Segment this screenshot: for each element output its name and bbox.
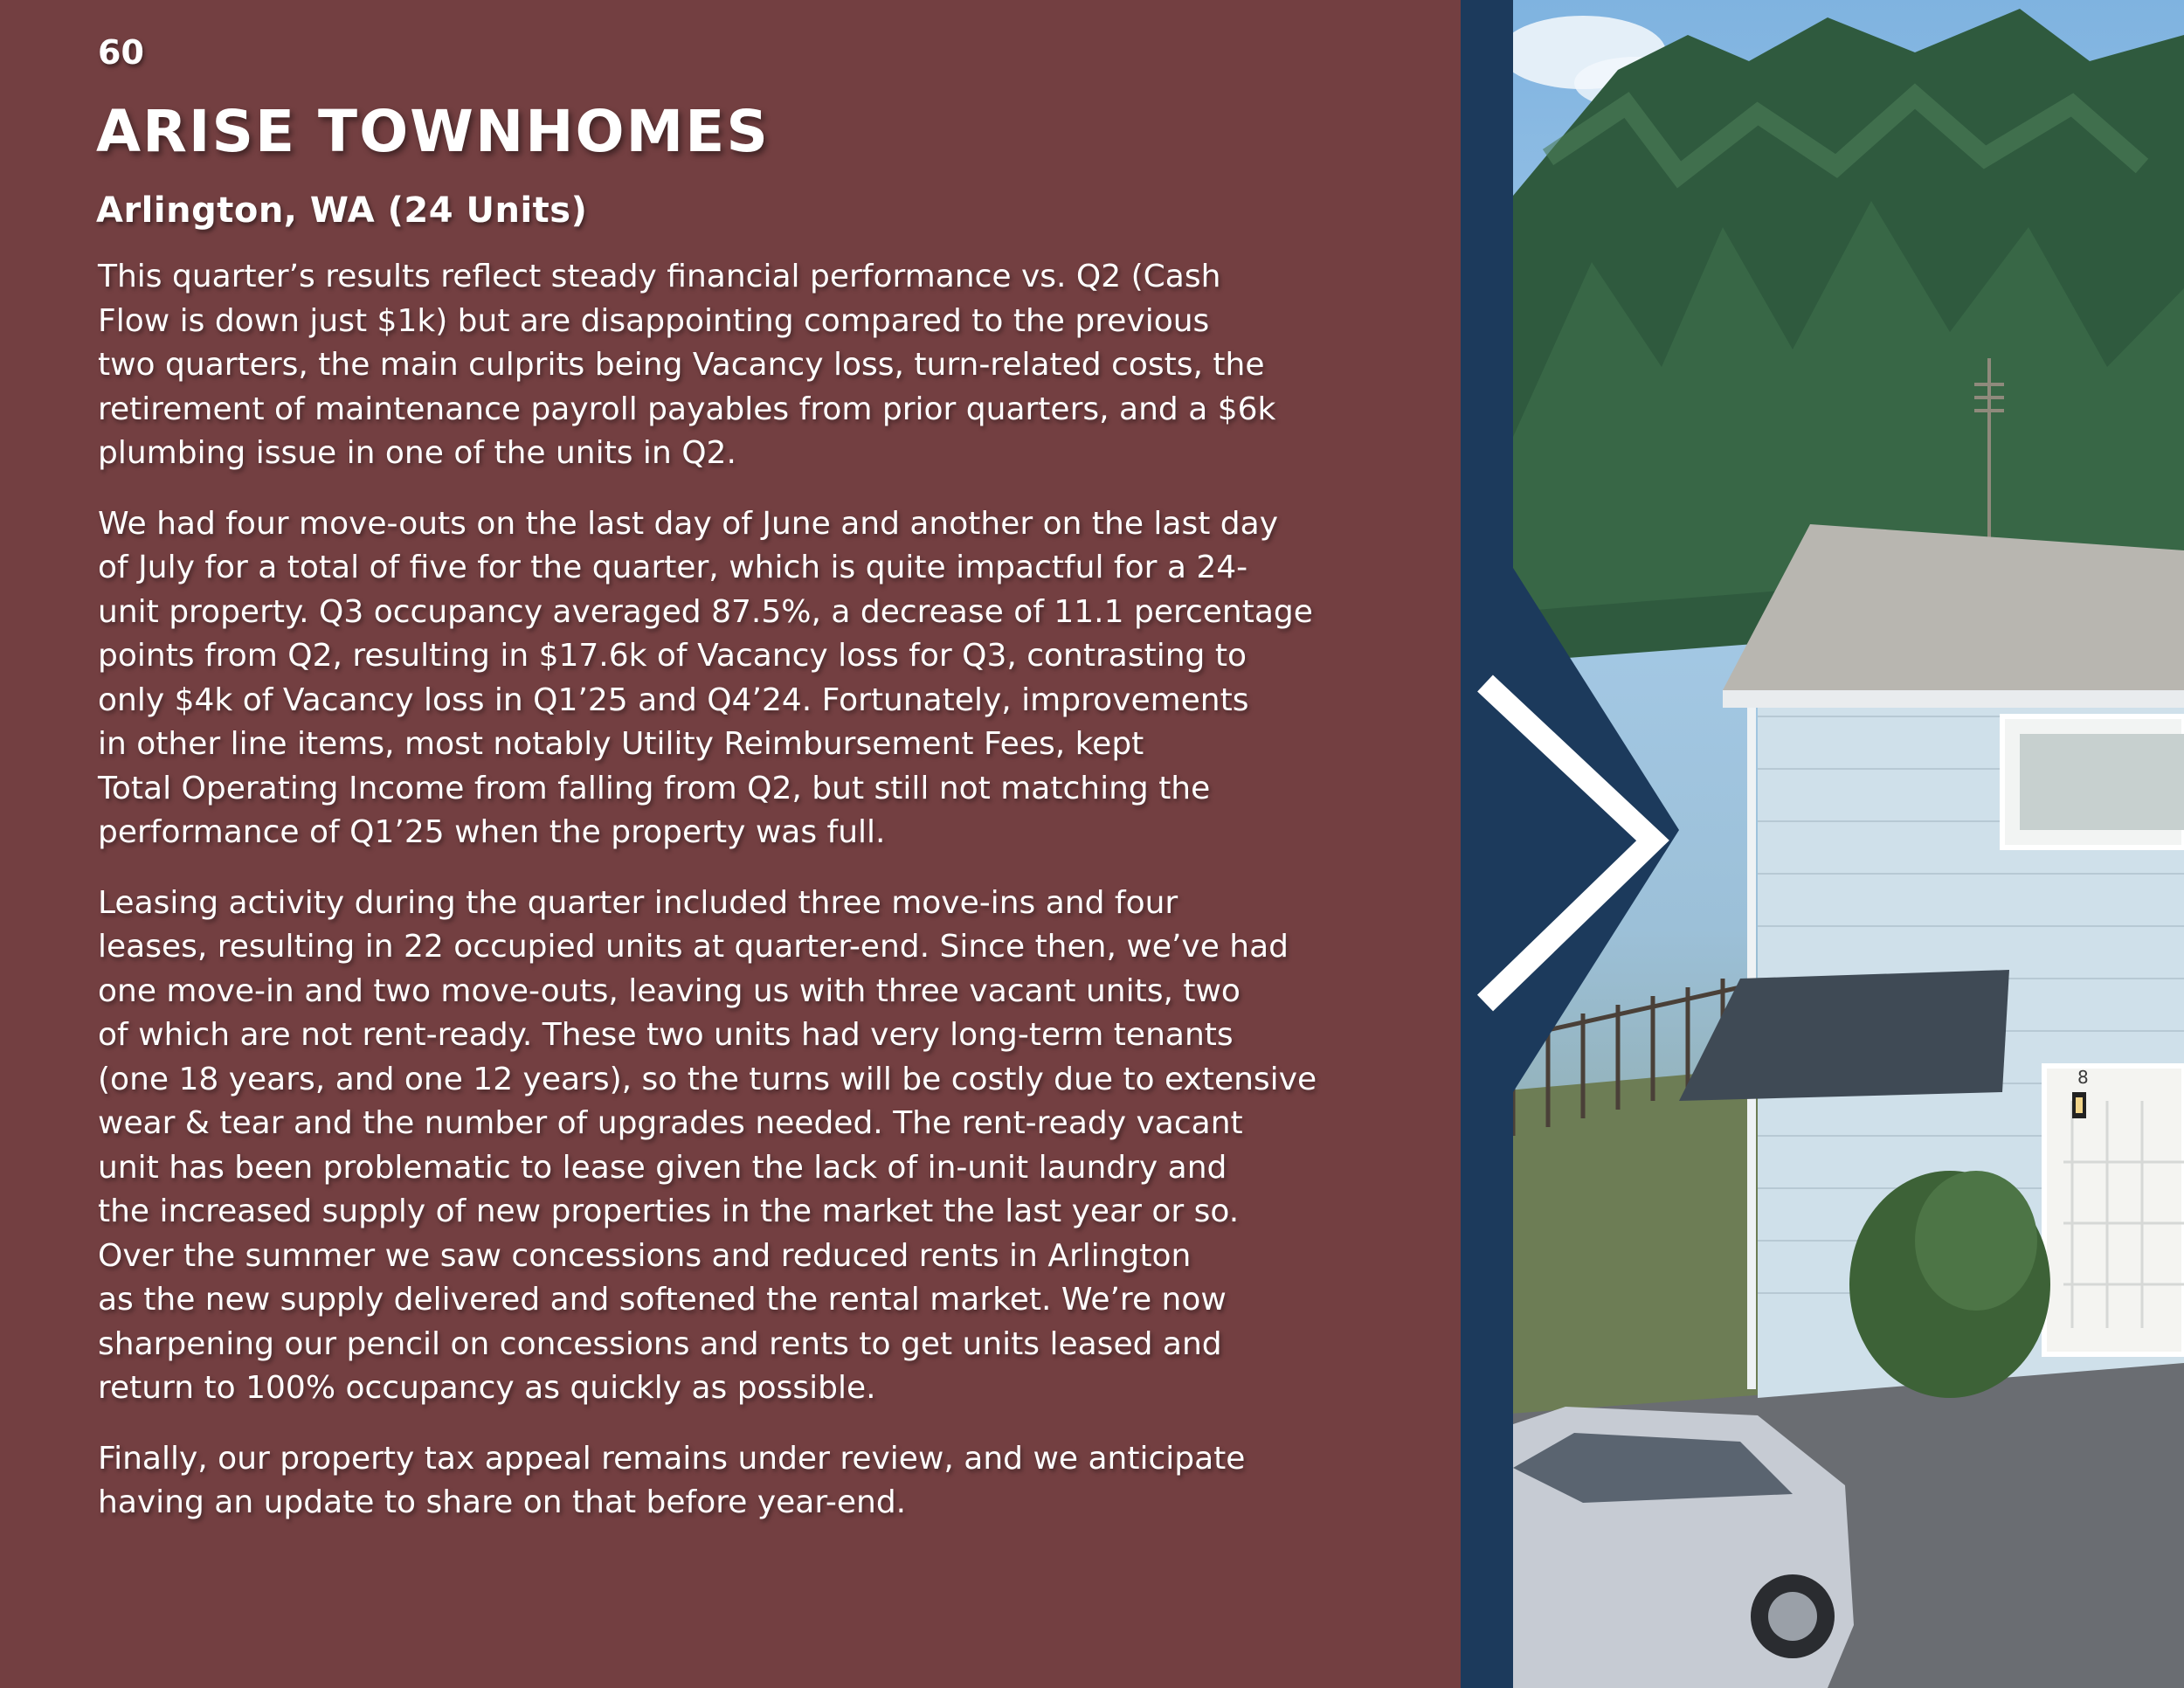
text-line: Total Operating Income from falling from Q2, but still not matching the	[98, 770, 1211, 806]
page-subtitle: Arlington, WA (24 Units)	[96, 190, 588, 231]
page-number: 60	[98, 33, 144, 72]
text-line: two quarters, the main culprits being Vacancy loss, turn-related costs, the	[98, 347, 1265, 383]
text-line: performance of Q1’25 when the property was full.	[98, 814, 886, 850]
paragraph-leasing-activity	[98, 882, 1417, 1411]
text-line: (one 18 years, and one 12 years), so the turns will be costly due to extensive	[98, 1061, 1317, 1097]
page-title: ARISE TOWNHOMES	[96, 98, 770, 165]
text-line: wear & tear and the number of upgrades needed. The rent-ready vacant	[98, 1105, 1243, 1141]
text-line: one move-in and two move-outs, leaving us with three vacant units, two	[98, 972, 1241, 1009]
text-line: This quarter’s results reflect steady financial performance vs. Q2 (Cash	[98, 259, 1221, 294]
text-line: sharpening our pencil on concessions and rents to get units leased and	[98, 1325, 1222, 1362]
house-number: 8	[2077, 1067, 2089, 1088]
text-line: of which are not rent-ready. These two units had very long-term tenants	[98, 1017, 1234, 1053]
text-line: plumbing issue in one of the units in Q2.	[98, 435, 736, 471]
text-line: Leasing activity during the quarter included three move-ins and four	[98, 884, 1178, 921]
text-line: only $4k of Vacancy loss in Q1’25 and Q4’24. Fortunately, improvements	[98, 681, 1249, 718]
text-line: unit property. Q3 occupancy averaged 87.5%, a decrease of 11.1 percentage	[98, 593, 1313, 630]
text-line: unit has been problematic to lease given the lack of in-unit laundry and	[98, 1149, 1227, 1186]
lamp-icon	[2072, 1092, 2086, 1118]
paragraph-financial-performance	[98, 255, 1417, 476]
shrub	[1915, 1171, 2037, 1311]
property-photo	[1461, 0, 2184, 1688]
text-line: of July for a total of five for the quarter, which is quite impactful for a 24-	[98, 550, 1248, 585]
text-line: Finally, our property tax appeal remains under review, and we anticipate	[98, 1440, 1246, 1477]
text-line: having an update to share on that before year-end.	[98, 1484, 907, 1520]
parked-car	[1487, 1407, 1854, 1688]
paragraph-occupancy	[98, 502, 1417, 855]
text-line: retirement of maintenance payroll payables from prior quarters, and a $6k	[98, 391, 1276, 427]
paragraph-property-tax	[98, 1437, 1417, 1525]
text-line: Flow is down just $1k) but are disappointing compared to the previous	[98, 302, 1210, 339]
text-line: We had four move-outs on the last day of June and another on the last day	[98, 505, 1279, 542]
text-line: as the new supply delivered and softened the rental market. We’re now	[98, 1282, 1227, 1318]
text-line: points from Q2, resulting in $17.6k of Vacancy loss for Q3, contrasting to	[98, 638, 1247, 674]
text-line: in other line items, most notably Utility Reimbursement Fees, kept	[98, 726, 1144, 762]
text-line: Over the summer we saw concessions and reduced rents in Arlington	[98, 1237, 1192, 1274]
body-text	[98, 255, 1417, 1552]
text-line: the increased supply of new properties in the market the last year or so.	[98, 1193, 1240, 1229]
text-line: return to 100% occupancy as quickly as possible.	[98, 1370, 876, 1406]
property-photo-illustration	[1461, 0, 2184, 1688]
text-line: leases, resulting in 22 occupied units at quarter-end. Since then, we’ve had	[98, 929, 1289, 965]
